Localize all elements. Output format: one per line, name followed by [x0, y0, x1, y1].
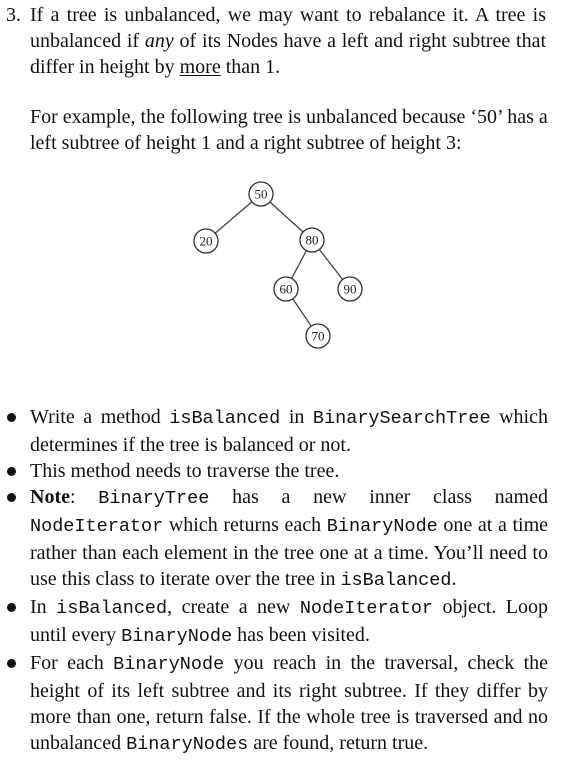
tree-node-60: [274, 277, 298, 301]
list-item: In isBalanced, create a new NodeIterator object. Loop until every BinaryNode has been visited.: [0, 594, 548, 650]
binary-tree-diagram: [0, 178, 578, 358]
tree-edge-50-20: [215, 202, 252, 233]
list-item: For each BinaryNode you reach in the traversal, check the height of its left subtree and its right subtree. If they differ by more than one, return false. If the whole tree is traversed and no unbalanced BinaryNodes are found, return true.: [0, 650, 548, 758]
tree-node-20: [194, 229, 218, 253]
question-3: [6, 2, 546, 80]
list-item: Note: BinaryTree has a new inner class named NodeIterator which returns each BinaryNode one at a time rather than each element in the tree one at a time. You’ll need to use this class to iterate over the tree in isBalanced.: [0, 484, 548, 594]
tree-node-70: [306, 324, 330, 348]
tree-edge-60-70: [293, 299, 311, 326]
tree-node-50: [249, 182, 273, 206]
list-item: Write a method isBalanced in BinarySearchTree which determines if the tree is balanced or not.: [0, 404, 548, 458]
list-item: This method needs to traverse the tree.: [0, 458, 548, 484]
bullet-icon: [7, 467, 16, 476]
bullet-icon: [7, 603, 16, 612]
instruction-list: [0, 404, 548, 758]
tree-node-label: 70: [311, 328, 325, 344]
tree-node-80: [300, 228, 324, 252]
underline-more: more: [179, 56, 221, 78]
question-number: 3.: [6, 4, 21, 26]
emphasis-any: any: [144, 30, 174, 52]
tree-edge-50-80: [270, 202, 303, 232]
bullet-icon: [7, 493, 16, 502]
tree-edge-80-90: [319, 249, 342, 279]
bullet-icon: [7, 659, 16, 668]
tree-node-label: 90: [343, 281, 357, 297]
bullet-icon: [7, 413, 16, 422]
tree-node-90: [338, 277, 362, 301]
tree-node-label: 80: [305, 232, 319, 248]
tree-edge-80-60: [292, 251, 307, 279]
question-text: If a tree is unbalanced, we may want to rebalance it. A tree is unbalanced if any of its Nodes have a left and right subtree that differ in height by more than 1.: [30, 4, 547, 78]
tree-node-label: 60: [279, 281, 293, 297]
tree-node-label: 20: [199, 233, 213, 249]
tree-node-label: 50: [254, 186, 268, 202]
example-paragraph: For example, the following tree is unbalanced because ‘50’ has a left subtree of height 1 and a right subtree of height 3:: [30, 106, 548, 154]
